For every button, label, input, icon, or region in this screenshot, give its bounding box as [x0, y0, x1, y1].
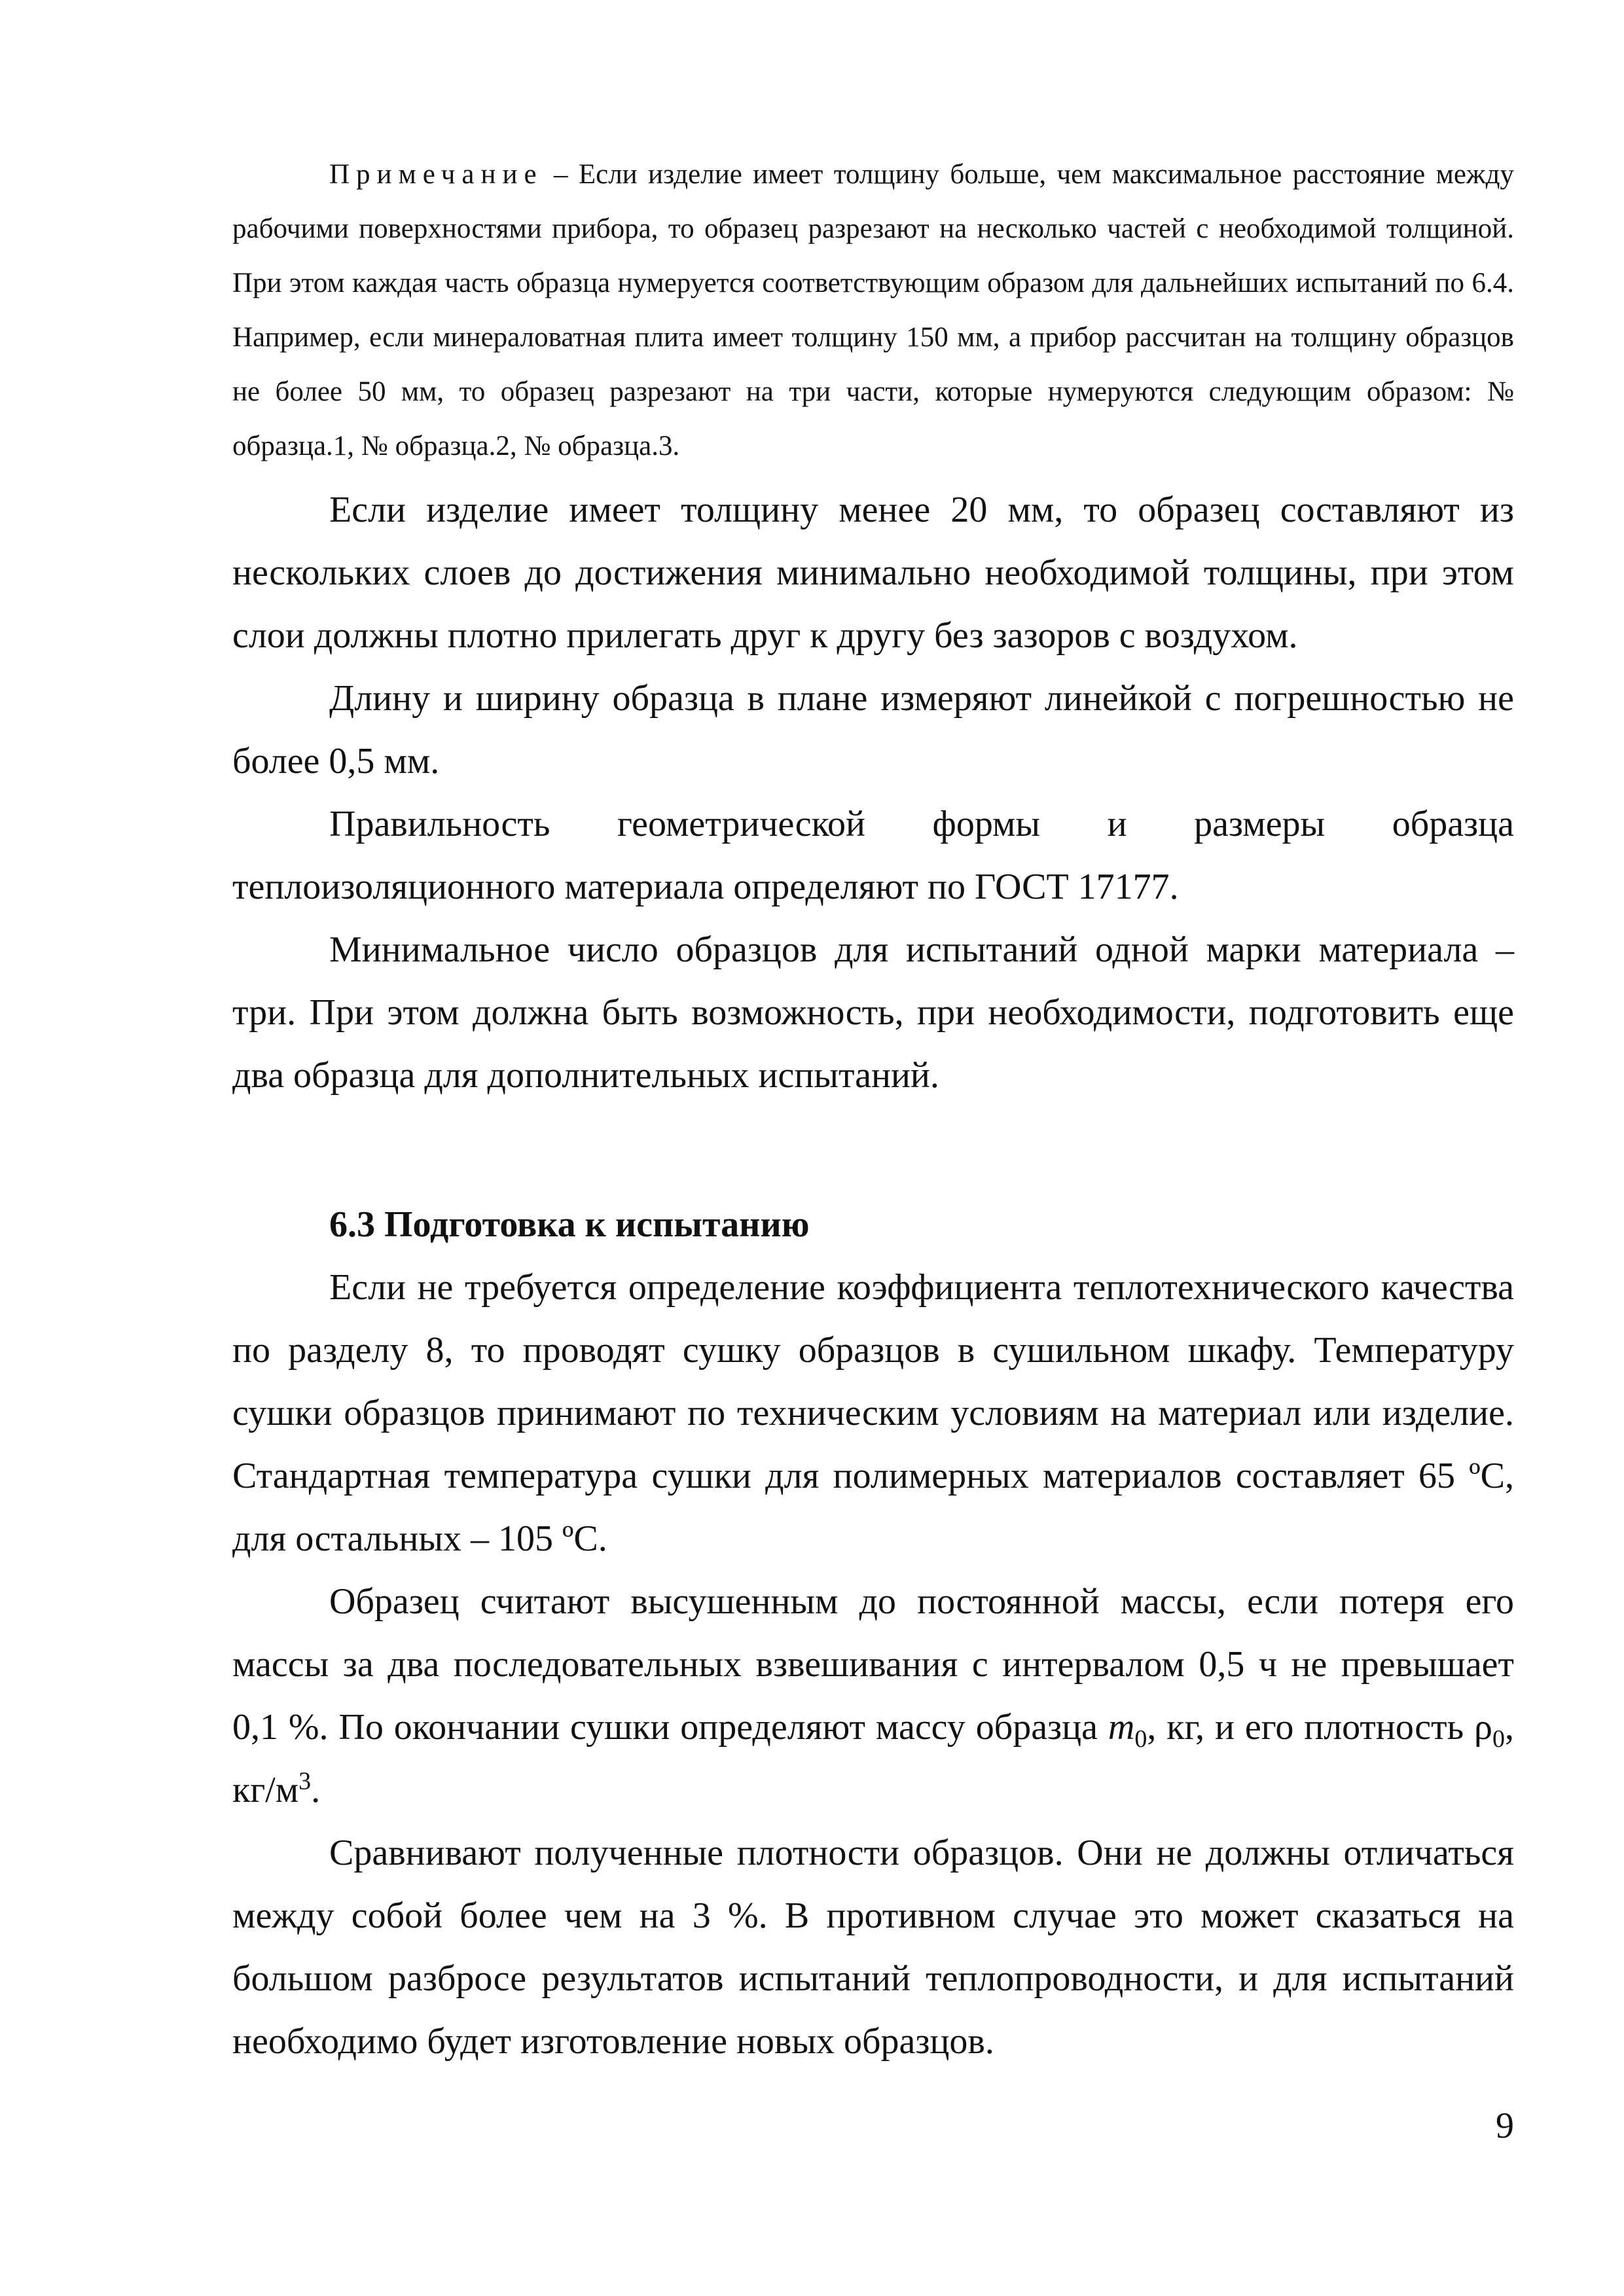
paragraph-constant-mass [232, 1570, 1514, 1821]
constant-mass-text: Образец считают высушенным до постоянной массы, если потеря его массы за два последовательных взвешивания с интервалом 0,5 ч не превышает 0,1 %. По окончании сушки определяют массу образца [232, 1581, 1514, 1748]
density-unit-text: , кг/м [232, 1707, 1514, 1810]
section-heading: 6.3 Подготовка к испытанию [329, 1204, 810, 1245]
mass-symbol: m [1108, 1707, 1135, 1748]
note-label: Примечание [329, 159, 543, 190]
note-paragraph [232, 147, 1514, 473]
mass-unit-text: , кг, и его плотность [1147, 1707, 1475, 1748]
document-page [232, 147, 1514, 2073]
paragraph-density-comparison: Сравнивают полученные плотности образцов. Они не должны отличаться между собой более чем на 3 %. В противном случае это может сказаться на большом разбросе результатов испытаний теплопроводности, и для испытаний необходимо будет изготовление новых образцов. [232, 1833, 1514, 2062]
paragraph-thin-layers: Если изделие имеет толщину менее 20 мм, то образец составляют из нескольких слоев до достижения минимально необходимой толщины, при этом слои должны плотно прилегать друг к другу без зазоров с воздухом. [232, 490, 1514, 656]
unit-superscript: 3 [298, 1767, 312, 1795]
mass-subscript: 0 [1134, 1725, 1147, 1753]
density-subscript: 0 [1492, 1725, 1505, 1753]
paragraph-geometry: Правильность геометрической формы и размеры образца теплоизоляционного материала определяют по ГОСТ 17177. [232, 804, 1514, 907]
density-symbol: ρ [1474, 1707, 1492, 1748]
paragraph-length-width: Длину и ширину образца в плане измеряют линейкой с погрешностью не более 0,5 мм. [232, 678, 1514, 781]
paragraph-sample-count: Минимальное число образцов для испытаний одной марки материала – три. При этом должна быть возможность, при необходимости, подготовить еще два образца для дополнительных испытаний. [232, 929, 1514, 1096]
paragraph-end: . [311, 1770, 321, 1810]
paragraph-drying: Если не требуется определение коэффициента теплотехнического качества по разделу 8, то проводят сушку образцов в сушильном шкафу. Температуру сушки образцов принимают по техническим условиям на материал или изделие. Стандартная температура сушки для полимерных материалов составляет 65 ºС, для остальных – 105 ºС. [232, 1267, 1514, 1559]
page-number: 9 [1496, 2106, 1514, 2146]
note-text: – Если изделие имеет толщину больше, чем максимальное расстояние между рабочими поверхностями прибора, то образец разрезают на несколько частей с необходимой толщиной. При этом каждая часть образца нумеруется соответствующим образом для дальнейших испытаний по 6.4. Например, если минераловатная плита имеет толщину 150 мм, а прибор рассчитан на толщину образцов не более 50 мм, то образец разрезают на три части, которые нумеруются следующим образом: № образца.1, № образца.2, № образца.3. [232, 159, 1514, 461]
